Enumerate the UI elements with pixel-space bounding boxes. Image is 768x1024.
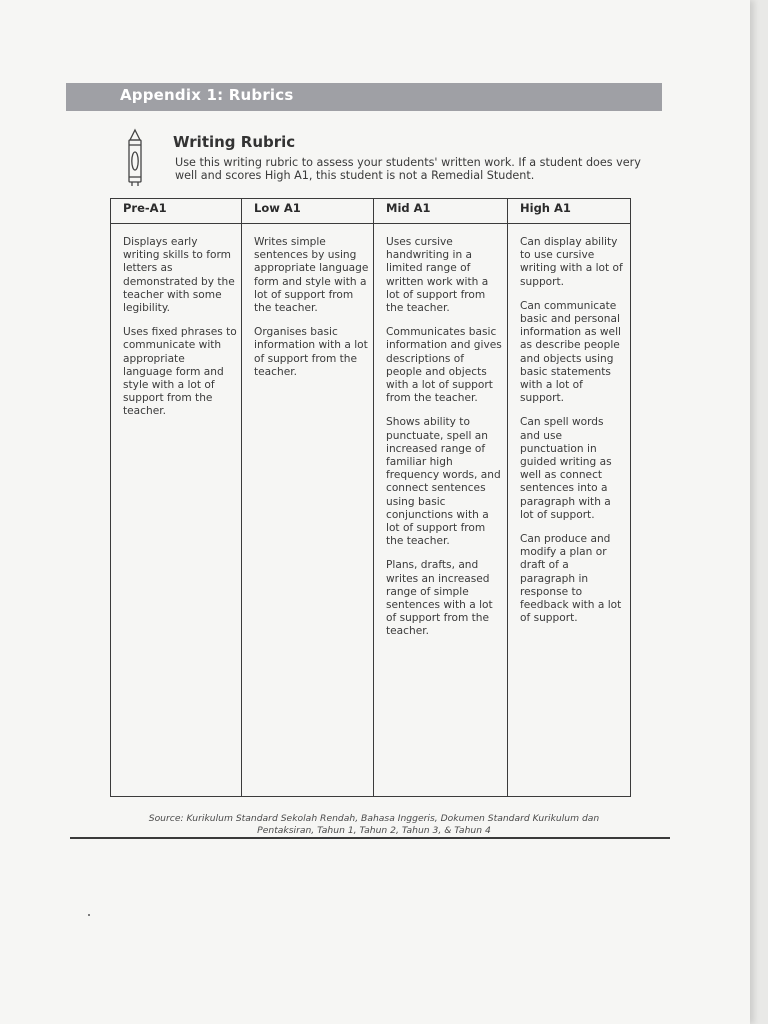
descriptor-paragraph: Displays early writing skills to form letters as demonstrated by the teacher with some legibility. xyxy=(123,236,235,315)
pre-a1-descriptors xyxy=(111,224,242,797)
column-header-low-a1: Low A1 xyxy=(242,199,374,224)
source-line-1: Source: Kurikulum Standard Sekolah Rendah, Bahasa Inggeris, Dokumen Standard Kurikulum dan xyxy=(148,813,600,824)
descriptor-paragraph: Can produce and modify a plan or draft of a paragraph in response to feedback with a lot of support. xyxy=(520,533,622,625)
descriptor-paragraph: Writes simple sentences by using appropriate language form and style with a lot of support from the teacher. xyxy=(254,236,369,315)
appendix-banner xyxy=(66,83,662,111)
column-header-mid-a1: Mid A1 xyxy=(374,199,508,224)
descriptor-paragraph: Can spell words and use punctuation in guided writing as well as connect sentences into a paragraph with a lot of support. xyxy=(520,416,612,521)
crayon-icon xyxy=(124,128,146,188)
rubric-header-row xyxy=(111,199,631,224)
source-line-2: Pentaksiran, Tahun 1, Tahun 2, Tahun 3, & Tahun 4 xyxy=(257,825,491,836)
descriptor-paragraph: Uses fixed phrases to communicate with appropriate language form and style with a lot of support from the teacher. xyxy=(123,326,237,418)
mid-a1-descriptors xyxy=(374,224,508,797)
rubric-title: Writing Rubric xyxy=(173,133,296,151)
column-header-pre-a1: Pre-A1 xyxy=(111,199,242,224)
descriptor-paragraph: Uses cursive handwriting in a limited range of written work with a lot of support from the teacher. xyxy=(386,236,489,315)
descriptor-paragraph: Can display ability to use cursive writing with a lot of support. xyxy=(520,236,623,288)
descriptor-paragraph: Communicates basic information and gives descriptions of people and objects with a lot of support from the teacher. xyxy=(386,326,502,405)
source-citation xyxy=(120,813,628,837)
descriptor-paragraph: Organises basic information with a lot of support from the teacher. xyxy=(254,326,368,378)
descriptor-paragraph: Can communicate basic and personal information as well as describe people and objects using basic statements with a lot of support. xyxy=(520,299,621,405)
low-a1-descriptors xyxy=(242,224,374,797)
rubric-description: Use this writing rubric to assess your students' written work. If a student does very well and scores High A1, this student is not a Remedial Student. xyxy=(175,156,641,182)
column-header-high-a1: High A1 xyxy=(508,199,631,224)
appendix-title: Appendix 1: Rubrics xyxy=(120,86,294,104)
descriptor-paragraph: Plans, drafts, and writes an increased range of simple sentences with a lot of support from the teacher. xyxy=(386,559,493,638)
high-a1-descriptors xyxy=(508,224,631,797)
stray-mark xyxy=(88,914,90,916)
descriptor-paragraph: Shows ability to punctuate, spell an increased range of familiar high frequency words, and connect sentences using basic conjunctions with a lot of support from the teacher. xyxy=(386,416,501,548)
rubric-descriptor-row xyxy=(111,224,631,797)
footer-divider xyxy=(70,837,670,839)
rubric-table xyxy=(110,198,631,797)
